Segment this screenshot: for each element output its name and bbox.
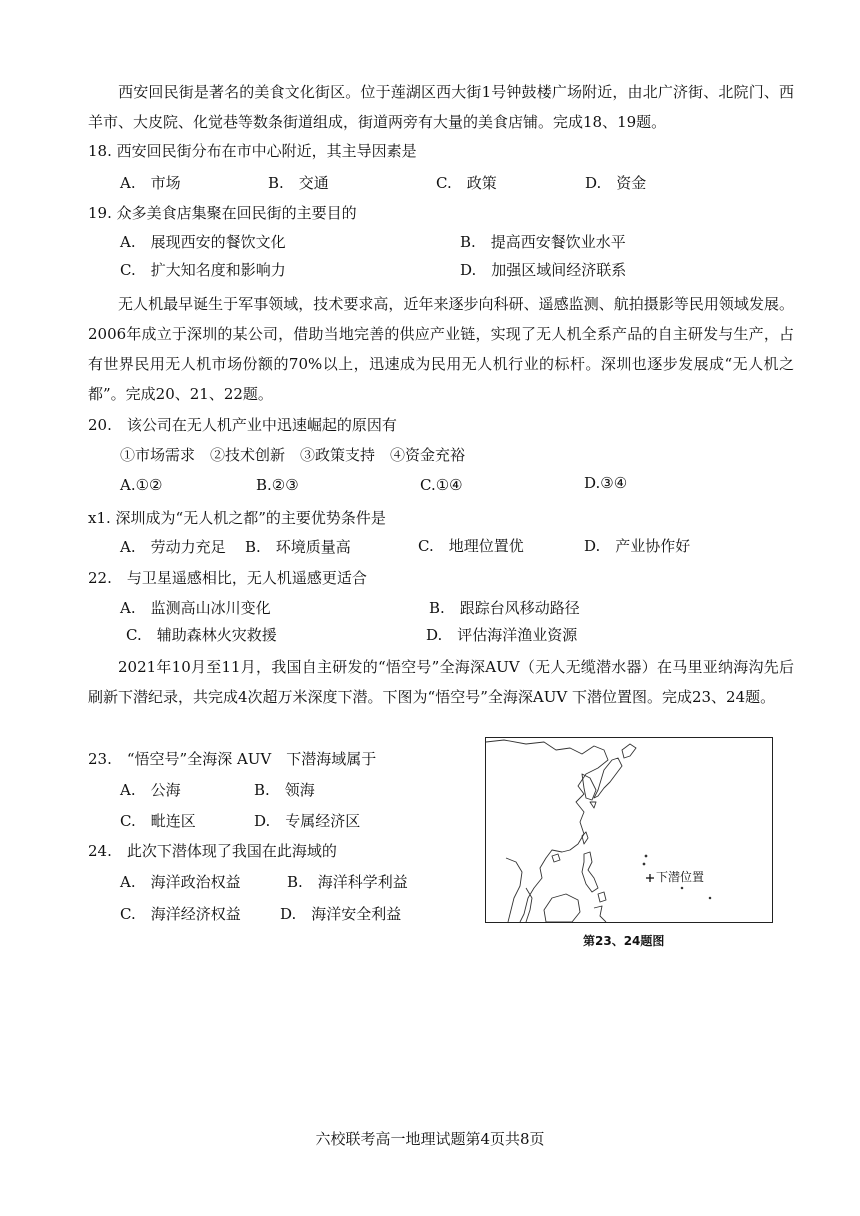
- q22-option-a: A. 监测高山冰川变化: [120, 599, 271, 617]
- q20-option-d: D.③④: [584, 474, 628, 492]
- q20-option-c: C.①④: [420, 476, 463, 494]
- question-21-stem: x1. 深圳成为“无人机之都”的主要优势条件是: [88, 509, 386, 527]
- dive-location-map: [485, 737, 773, 923]
- q19-option-c: C. 扩大知名度和影响力: [120, 261, 286, 279]
- dive-marker-label: 下潜位置: [656, 870, 705, 884]
- question-24-stem: 24. 此次下潜体现了我国在此海域的: [88, 842, 337, 860]
- q23-option-b: B. 领海: [254, 781, 315, 799]
- q23-option-a: A. 公海: [120, 781, 181, 799]
- q19-option-a: A. 展现西安的餐饮文化: [120, 233, 286, 251]
- q20-option-b: B.②③: [256, 476, 299, 494]
- q18-option-a: A. 市场: [120, 174, 181, 192]
- q21-option-b: B. 环境质量高: [245, 538, 351, 556]
- q24-option-a: A. 海洋政治权益: [120, 873, 241, 891]
- q18-option-b: B. 交通: [268, 174, 329, 192]
- question-20-stem: 20. 该公司在无人机产业中迅速崛起的原因有: [88, 416, 397, 434]
- q24-option-b: B. 海洋科学利益: [287, 873, 408, 891]
- q18-option-c: C. 政策: [436, 174, 497, 192]
- q21-option-a: A. 劳动力充足: [120, 538, 226, 556]
- page-footer: 六校联考高一地理试题第4页共8页: [315, 1130, 545, 1148]
- question-22-stem: 22. 与卫星遥感相比，无人机遥感更适合: [88, 569, 367, 587]
- q18-option-d: D. 资金: [585, 174, 647, 192]
- q20-statements: ①市场需求 ②技术创新 ③政策支持 ④资金充裕: [120, 446, 466, 464]
- passage-2: 无人机最早诞生于军事领域，技术要求高，近年来逐步向科研、遥感监测、航拍摄影等民用领域发展。2006年成立于深圳的某公司，借助当地完善的供应产业链，实现了无人机全系产品的自主研发与生产，占有世界民用无人机市场份额的70%以上，迅速成为民用无人机行业的标杆。深圳也逐步发展成“无人机之都”。完成20、21、22题。: [88, 295, 794, 403]
- question-19-stem: 19. 众多美食店集聚在回民街的主要目的: [88, 204, 357, 222]
- q21-option-d: D. 产业协作好: [584, 537, 691, 555]
- q22-option-d: D. 评估海洋渔业资源: [426, 626, 578, 644]
- passage-3: 2021年10月至11月，我国自主研发的“悟空号”全海深AUV（无人无缆潜水器）在马里亚纳海沟先后刷新下潜纪录，共完成4次超万米深度下潜。下图为“悟空号”全海深AUV 下潜位置图。完成23、24题。: [88, 658, 794, 706]
- passage-1: 西安回民街是著名的美食文化街区。位于莲湖区西大街1号钟鼓楼广场附近，由北广济街、北院门、西羊市、大皮院、化觉巷等数条街道组成，街道两旁有大量的美食店铺。完成18、19题。: [88, 83, 794, 131]
- question-18-stem: 18. 西安回民街分布在市中心附近，其主导因素是: [88, 142, 417, 160]
- q23-option-d: D. 专属经济区: [254, 812, 361, 830]
- q24-option-d: D. 海洋安全利益: [280, 905, 402, 923]
- q24-option-c: C. 海洋经济权益: [120, 905, 241, 923]
- q22-option-b: B. 跟踪台风移动路径: [429, 599, 580, 617]
- map-caption: 第23、24题图: [583, 934, 665, 948]
- dive-marker-icon: [646, 874, 654, 882]
- q20-option-a: A.①②: [120, 476, 163, 494]
- question-23-stem: 23. “悟空号”全海深 AUV 下潜海域属于: [88, 750, 377, 768]
- map-outline: [486, 738, 772, 922]
- q22-option-c: C. 辅助森林火灾救援: [126, 626, 277, 644]
- q23-option-c: C. 毗连区: [120, 812, 196, 830]
- q19-option-d: D. 加强区域间经济联系: [460, 261, 627, 279]
- q19-option-b: B. 提高西安餐饮业水平: [460, 233, 626, 251]
- q21-option-c: C. 地理位置优: [418, 537, 524, 555]
